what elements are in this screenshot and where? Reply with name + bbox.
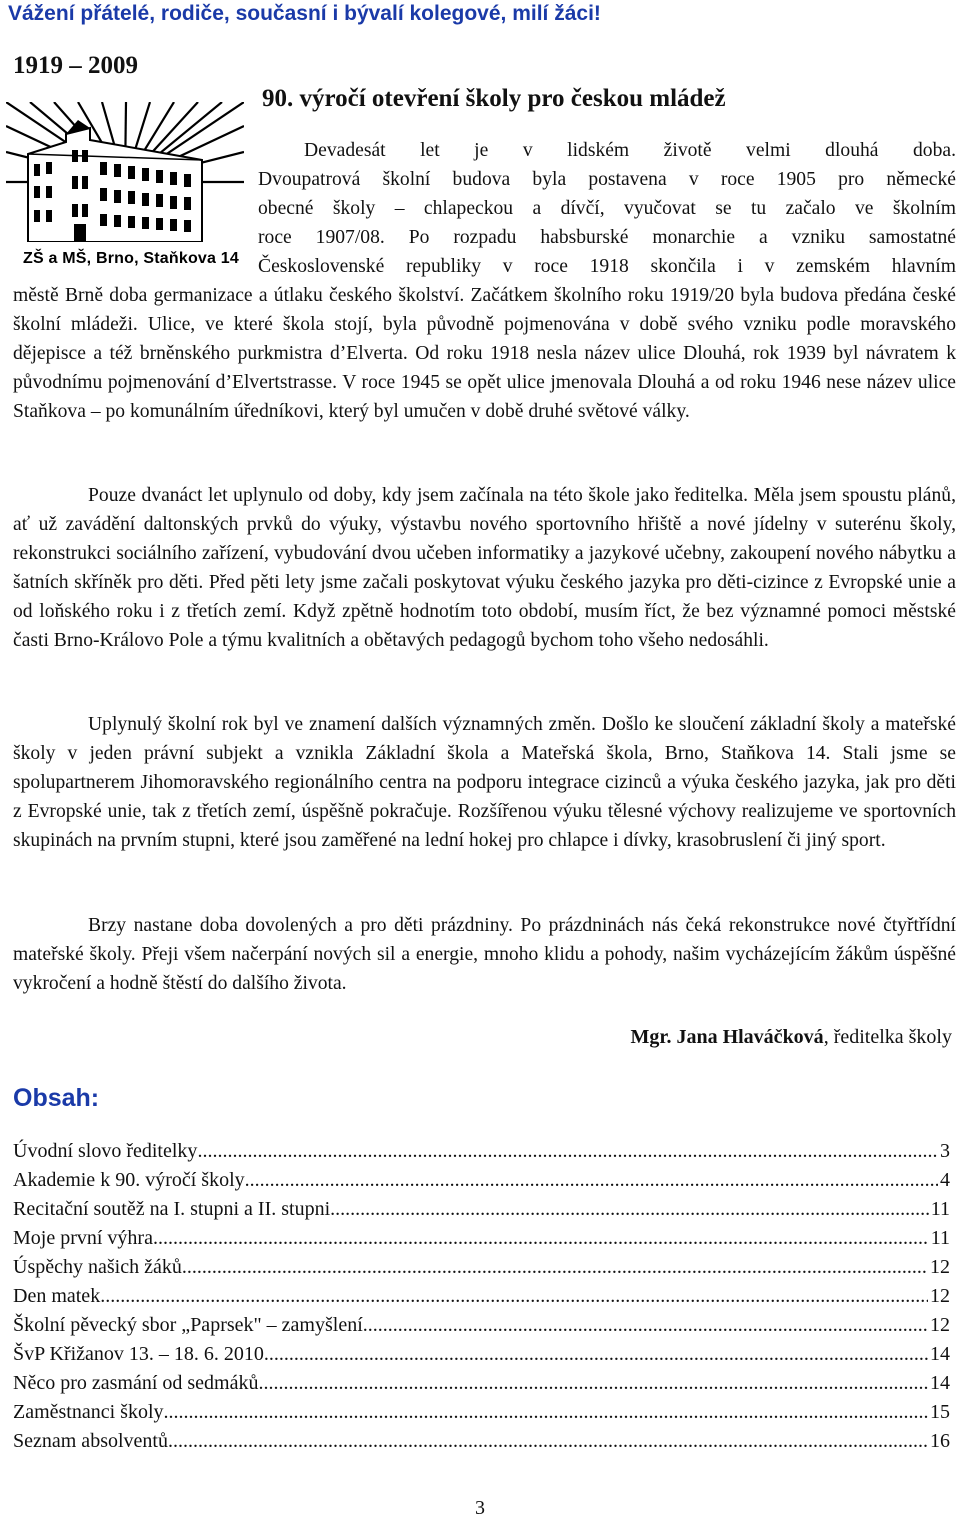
toc-leader <box>168 1427 928 1456</box>
toc-leader <box>153 1224 929 1253</box>
signature-role: , ředitelka školy <box>823 1026 952 1048</box>
text-line: roce 1907/08. Po rozpadu habsburské monarchie a vzniku samostatné <box>258 227 956 248</box>
toc-item-page: 15 <box>930 1401 950 1423</box>
toc-item[interactable] <box>13 1340 950 1369</box>
toc-item-page: 11 <box>930 1198 950 1220</box>
toc-leader <box>197 1137 938 1166</box>
school-logo <box>6 102 244 270</box>
toc-item-title: Akademie k 90. výročí školy <box>13 1169 245 1191</box>
toc-item-title: Den matek <box>13 1285 101 1307</box>
toc-item[interactable] <box>13 1253 950 1282</box>
toc-item-title: Recitační soutěž na I. stupni a II. stupni <box>13 1198 331 1220</box>
toc-item-title: Úspěchy našich žáků <box>13 1256 182 1278</box>
toc-leader <box>363 1311 928 1340</box>
toc-leader <box>182 1253 928 1282</box>
closing-paragraph: Brzy nastane doba dovolených a pro děti prázdniny. Po prázdninách nás čeká rekonstrukce nové čtyřtřídní mateřské školy. Přeji všem načerpání nových sil a energie, mnoho klidu a pohody, našim vycházejícím žákům úspěšné vykročení a hodně štěstí do dalšího života. <box>13 915 956 994</box>
toc-item[interactable] <box>13 1282 950 1311</box>
toc-leader <box>330 1195 929 1224</box>
toc-item[interactable] <box>13 1166 950 1195</box>
toc-item[interactable] <box>13 1195 950 1224</box>
toc-item[interactable] <box>13 1311 950 1340</box>
text-line: obecné školy – chlapeckou a dívčí, vyučovat se tu začalo ve školním <box>258 198 956 219</box>
signature <box>631 1026 952 1049</box>
table-of-contents <box>13 1137 950 1456</box>
toc-item[interactable] <box>13 1427 950 1456</box>
toc-item[interactable] <box>13 1398 950 1427</box>
intro-paragraph-continued: městě Brně doba germanizace a útlaku českého školství. Začátkem školního roku 1919/20 byla budova předána české školní mládeži. Ulice, ve které škola stojí, byla původně pojmenována v době svého vzniku podle moravského dějepisce a též brněnského purkmistra d’Elverta. Od roku 1918 nesla název ulice Dlouhá, rok 1939 byl návratem k původnímu pojmenování d’Elvertstrasse. V roce 1945 se opět ulice jmenovala Dlouhá a od roku 1946 nese název ulice Staňkova – po komunálním úředníkovi, který byl umučen v době druhé světové války. <box>13 285 956 422</box>
toc-item-page: 12 <box>930 1256 950 1278</box>
greeting-heading: Vážení přátelé, rodiče, současní i bývalí kolegové, milí žáci! <box>8 2 601 25</box>
toc-item-title: ŠvP Křižanov 13. – 18. 6. 2010. <box>13 1343 269 1365</box>
text-line: Československé republiky v roce 1918 skončila i v zemském hlavním <box>258 256 956 277</box>
plans-paragraph: Pouze dvanáct let uplynulo od doby, kdy jsem začínala na této škole jako ředitelka. Měla jsem spoustu plánů, ať už zavádění daltonských prvků do výuky, výstavbu nového sportovního hřiště a nové jídelny v suterénu školy, rekonstrukci sociálního zařízení, vybudování dvou učeben informatiky a jazykové učebny, zakoupení nového nábytku a šatních skříněk pro děti. Před pěti lety jsme začali poskytovat výuku českého jazyka pro děti-cizince z Evropské unie a od loňského roku i z třetích zemí. Když zpětně hodnotím toto období, musím říct, že bez významné pomoci městské časti Brno-Královo Pole a týmu kvalitních a obětavých pedagogů bychom toho všeho nedosáhli. <box>13 485 956 651</box>
school-building-image <box>6 102 244 270</box>
toc-item-page: 4 <box>940 1169 950 1191</box>
anniversary-title: 90. výročí otevření školy pro českou mládež <box>262 85 726 112</box>
toc-leader <box>100 1282 928 1311</box>
intro-paragraph-wrapped <box>258 136 956 281</box>
toc-item-page: 12 <box>930 1285 950 1307</box>
toc-item-title: Školní pěvecký sbor „Paprsek" – zamyšlení <box>13 1314 363 1336</box>
toc-item-title: Úvodní slovo ředitelky <box>13 1140 198 1162</box>
contents-heading: Obsah: <box>13 1084 100 1112</box>
toc-item-page: 14 <box>930 1343 950 1365</box>
toc-item-page: 11 <box>930 1227 950 1249</box>
text-line: Devadesát let je v lidském životě velmi dlouhá doba. <box>304 140 956 161</box>
text-line: Dvoupatrová školní budova byla postavena v roce 1905 pro německé <box>258 169 956 190</box>
signature-name: Mgr. Jana Hlaváčková <box>630 1026 824 1048</box>
toc-leader <box>245 1166 938 1195</box>
years-range: 1919 – 2009 <box>13 52 138 79</box>
changes-paragraph: Uplynulý školní rok byl ve znamení dalších významných změn. Došlo ke sloučení základní školy a mateřské školy v jeden právní subjekt a vznikla Základní škola a Mateřská škola, Brno, Staňkova 14. Stali jsme se spolupartnerem Jihomoravského regionálního centra na podporu integrace cizinců a výuka českého jazyka, jak pro děti z Evropské unie, tak z třetích zemí, úspěšně pokračuje. Rozšířenou výuku tělesné výchovy realizujeme ve sportovních skupinách na prvním stupni, které jsou zaměřené na lední hokej pro chlapce i dívky, krasobruslení či jiný sport. <box>13 714 956 851</box>
toc-item-title: Zaměstnanci školy <box>13 1401 164 1423</box>
page-number: 3 <box>475 1497 485 1519</box>
toc-item[interactable] <box>13 1224 950 1253</box>
toc-item[interactable] <box>13 1369 950 1398</box>
toc-item-page: 12 <box>930 1314 950 1336</box>
toc-item-title: Moje první výhra <box>13 1227 153 1249</box>
logo-caption: ZŠ a MŠ, Brno, Staňkova 14 <box>23 250 239 267</box>
toc-item-page: 14 <box>930 1372 950 1394</box>
toc-item-page: 16 <box>930 1430 950 1452</box>
toc-leader <box>269 1340 928 1369</box>
toc-leader <box>164 1398 928 1427</box>
toc-leader <box>258 1369 928 1398</box>
toc-item[interactable] <box>13 1137 950 1166</box>
toc-item-title: Něco pro zasmání od sedmáků <box>13 1372 259 1394</box>
toc-item-title: Seznam absolventů <box>13 1430 168 1452</box>
toc-item-page: 3 <box>940 1140 950 1162</box>
